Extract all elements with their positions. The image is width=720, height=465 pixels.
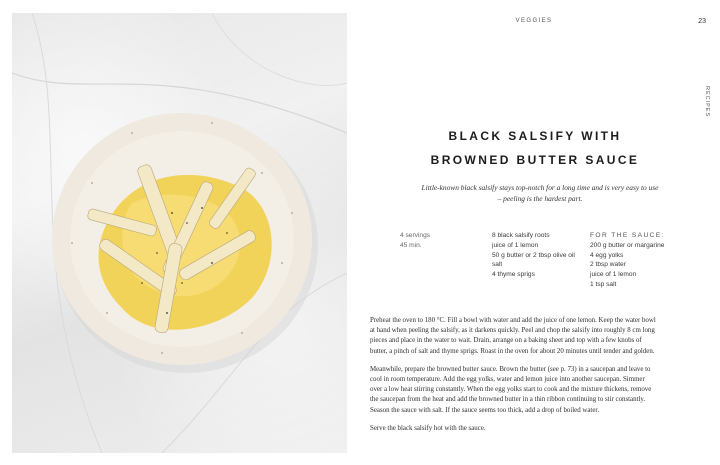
ingredients-list: [492, 231, 575, 280]
method-line: over a low heat stirring constantly. When the egg yolks start to cook and the mixture thickens, remove: [370, 386, 652, 394]
method-line: Serve the black salsify hot with the sauce.: [370, 424, 486, 432]
method-line: the saucepan from the heat and add the browned butter in a thin ribbon continuing to stir constantly.: [370, 396, 646, 404]
recipe-meta: [400, 231, 430, 251]
recipe-photo: [12, 13, 347, 453]
method-line: butter, a pinch of salt and thyme sprigs. Roast in the oven for about 20 minutes until tender and golden.: [370, 347, 655, 355]
method-line: pieces and place in the water to wait. Drain, arrange on a baking sheet and top with a few knobs of: [370, 337, 642, 345]
section-title: VEGGIES: [515, 18, 553, 24]
recipe-method: [370, 308, 682, 442]
method-line: Meanwhile, prepare the browned butter sauce. Brown the butter (see p. 73) in a saucepan and leave to: [370, 365, 651, 373]
method-line: Season the sauce with salt. If the sauce seems too thick, add a drop of boiled water.: [370, 406, 600, 414]
sauce-heading: FOR THE SAUCE:: [590, 232, 665, 239]
sauce-ingredient-item: 2 tbsp water: [590, 261, 626, 269]
method-line: cool in room temperature. Add the egg yolks, water and lemon juice into another saucepan. Simmer: [370, 376, 645, 384]
sauce-ingredient-item: juice of 1 lemon: [590, 271, 637, 279]
recipe-title-line: BROWNED BUTTER SAUCE: [430, 153, 640, 167]
ingredient-item: salt: [492, 261, 503, 269]
plate-illustration: [12, 13, 347, 453]
sauce-ingredient-item: 1 tsp salt: [590, 280, 617, 288]
cook-time: 45 min.: [400, 241, 422, 249]
method-line: Preheat the oven to 180 °C. Fill a bowl with water and add the juice of one lemon. Keep the water bowl: [370, 317, 656, 324]
recipe-title: [370, 124, 700, 172]
ingredient-item: 50 g butter or 2 tbsp olive oil: [492, 251, 575, 259]
page-header: [360, 18, 708, 30]
ingredient-item: 8 black salsify roots: [492, 232, 550, 239]
recipes-side-tab: RECIPES: [704, 86, 710, 118]
page-number: 23: [698, 18, 706, 25]
recipe-intro: [420, 182, 660, 204]
intro-line: Little-known black salsify stays top-notch for a long time and is very easy to use: [421, 183, 659, 192]
sauce-ingredients-list: [590, 231, 665, 290]
servings: 4 servings: [400, 232, 431, 239]
intro-line: – peeling is the hardest part.: [497, 194, 583, 203]
ingredient-item: 4 thyme sprigs: [492, 271, 535, 279]
sauce-ingredient-item: 4 egg yolks: [590, 251, 624, 259]
method-line: at hand when peeling the salsify, as it darkens quickly. Peel and chop the salsify into roughly 8 cm long: [370, 327, 655, 335]
sauce-ingredient-item: 200 g butter or margarine: [590, 241, 665, 249]
recipe-title-line: BLACK SALSIFY WITH: [448, 129, 622, 143]
ingredient-item: juice of 1 lemon: [492, 241, 539, 249]
